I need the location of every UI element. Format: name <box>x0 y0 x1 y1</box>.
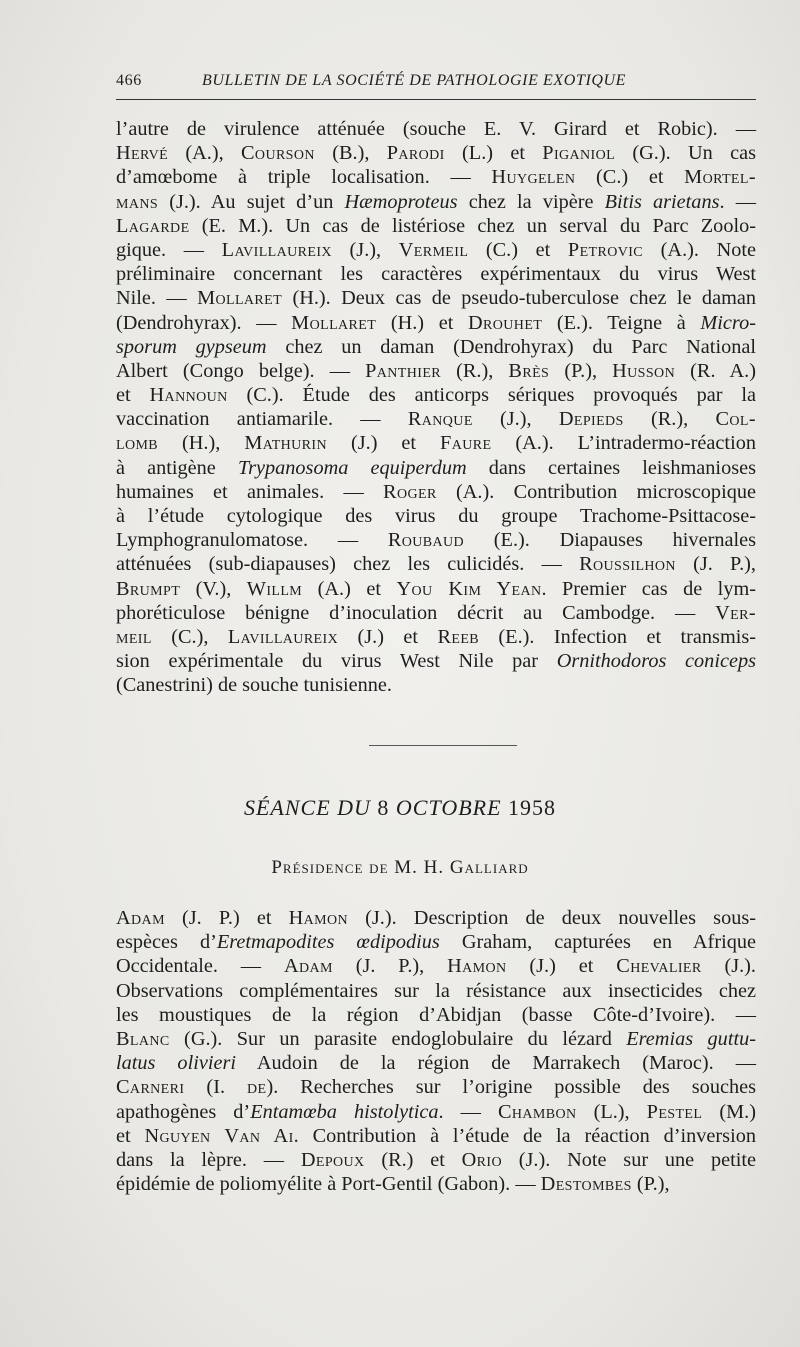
author-name: Carneri <box>116 1076 185 1099</box>
text-line <box>116 601 756 625</box>
text-run: à l’étude cytologique des virus du groupe Trachome-Psittacose- <box>116 505 756 527</box>
text-line <box>116 335 756 359</box>
author-name: Brès <box>508 359 550 382</box>
session-title <box>0 795 800 821</box>
text-run: préliminaire concernant les caractères expérimentaux du virus West <box>116 263 756 286</box>
author-name: Husson <box>612 359 676 382</box>
text-run: (R. A.) <box>675 359 756 382</box>
text-run: (C.). Étude des anticorps sériques provoqués par la <box>227 384 756 407</box>
text-run: Audoin de la région de Marrakech (Maroc). — <box>236 1052 757 1075</box>
text-run: (A.) et <box>302 577 397 600</box>
text-run: (J.) et <box>327 432 441 455</box>
author-name: Destombes <box>540 1173 632 1196</box>
text-run: (G.). Sur un parasite endoglobulaire du lézard <box>169 1027 627 1050</box>
taxon-name: Micro- <box>700 311 756 334</box>
text-run: (R.) et <box>364 1148 462 1171</box>
author-name: Nguyen Van Ai <box>144 1124 294 1147</box>
text-run: et <box>116 1124 145 1147</box>
text-line <box>116 504 756 528</box>
author-name: Depieds <box>558 408 624 431</box>
author-name: lomb <box>116 432 159 455</box>
text-run: (L.), <box>576 1100 647 1123</box>
text-run: . — <box>438 1100 498 1123</box>
taxon-name: Hæmoproteus <box>344 190 458 213</box>
text-run: ). Recherches sur l’origine possible des souches <box>266 1076 756 1099</box>
text-line <box>116 456 756 480</box>
text-line <box>116 906 756 930</box>
text-run: phoréticulose bénigne d’inoculation décrit au Cambodge. — <box>116 601 716 624</box>
text-run: l’autre de virulence atténuée (souche E. V. Girard et Robic). — <box>116 118 756 140</box>
text-run: (E.). Diapauses hivernales <box>464 529 757 552</box>
author-name: Chambon <box>497 1100 577 1123</box>
author-name: Huygelen <box>491 166 576 189</box>
text-run: (J.). <box>701 955 756 978</box>
text-run: (J. P.), <box>675 553 756 576</box>
taxon-name: Eretmapodites œdipodius <box>216 931 440 954</box>
text-line <box>116 359 756 383</box>
text-run: (Dendrohyrax). — <box>116 311 292 334</box>
text-line <box>116 286 756 310</box>
text-run: (A.), <box>168 142 241 165</box>
text-line <box>116 141 756 165</box>
text-run: et <box>116 384 150 407</box>
text-run: (H.), <box>158 432 245 455</box>
text-line <box>116 1100 756 1124</box>
text-run: (E.). Teigne à <box>542 311 701 334</box>
text-run: (E.). Infection et transmis- <box>479 625 757 648</box>
author-name: Lagarde <box>116 214 190 237</box>
text-run: Graham, capturées en Afrique <box>439 931 756 954</box>
text-run: (J.). Note sur une petite <box>502 1148 756 1171</box>
text-run: (M.) <box>702 1100 757 1123</box>
text-line <box>116 979 756 1003</box>
author-name: Ver- <box>715 601 756 624</box>
author-name: Ranque <box>407 408 473 431</box>
text-run: atténuées (sub-diapauses) chez les culicidés. — <box>116 553 580 576</box>
session-title-year: 1958 <box>508 795 557 820</box>
text-run: Observations complémentaires sur la résistance aux insecticides chez <box>116 979 756 1002</box>
author-name: Depoux <box>300 1148 365 1171</box>
text-run: (A.). Note <box>643 238 757 261</box>
author-name: Parodi <box>386 142 445 165</box>
text-run: (C.) et <box>575 166 685 189</box>
text-line <box>116 311 756 335</box>
author-name: Courson <box>241 142 315 165</box>
author-name: Mathurin <box>244 432 327 455</box>
minutes-paragraph-session <box>116 906 756 1196</box>
text-line <box>116 431 756 455</box>
text-run: (R.), <box>623 408 716 431</box>
text-line <box>116 552 756 576</box>
text-run: d’amœbome à triple localisation. — <box>116 166 492 189</box>
text-run: épidémie de poliomyélite à Port-Gentil (Gabon). — <box>116 1173 541 1196</box>
text-run: (Canestrini) de souche tunisienne. <box>116 674 392 697</box>
text-run: Albert (Congo belge). — <box>116 359 366 382</box>
text-run: dans la lèpre. — <box>116 1148 301 1171</box>
text-line <box>116 1003 756 1027</box>
text-line <box>116 262 756 286</box>
text-run: (J. P.) et <box>164 907 289 929</box>
taxon-name: sporum gypseum <box>116 335 267 358</box>
text-line <box>116 165 756 189</box>
text-line <box>116 577 756 601</box>
author-name: Drouhet <box>468 311 543 334</box>
text-line <box>116 1148 756 1172</box>
text-line <box>116 649 756 673</box>
author-name: Hamon <box>447 955 507 978</box>
text-run: (J.), <box>472 408 559 431</box>
author-name: Blanc <box>116 1027 170 1050</box>
text-line <box>116 190 756 214</box>
text-run: (H.). Deux cas de pseudo-tuberculose chez le daman <box>282 287 756 310</box>
text-line <box>116 407 756 431</box>
text-run: Occidentale. — <box>116 955 284 978</box>
taxon-name: Eremias guttu- <box>626 1027 756 1050</box>
text-run: . Premier cas de lym- <box>541 577 756 600</box>
author-name: Adam <box>283 955 333 978</box>
text-run: à antigène <box>116 456 238 479</box>
text-run: (A.). Contribution microscopique <box>436 480 756 503</box>
author-name: Panthier <box>365 359 442 382</box>
author-name: Adam <box>116 907 165 929</box>
text-run: (B.), <box>314 142 387 165</box>
running-title: BULLETIN DE LA SOCIÉTÉ DE PATHOLOGIE EXOTIQUE <box>202 72 627 89</box>
author-name: Lavillaureix <box>221 238 332 261</box>
header-rule <box>116 99 756 100</box>
author-name: Roger <box>383 480 437 503</box>
text-run: (A.). L’intradermo-réaction <box>491 432 756 455</box>
taxon-name: Bitis arietans <box>604 190 720 213</box>
author-name: Chevalier <box>616 955 702 978</box>
taxon-name: Ornithodoros coniceps <box>556 650 756 673</box>
author-name: Willm <box>246 577 303 600</box>
text-run: (J. P.), <box>332 955 448 978</box>
text-run: chez la vipère <box>457 190 605 213</box>
text-run: Nile. — <box>116 287 198 310</box>
text-run: sion expérimentale du virus West Nile par <box>116 650 557 673</box>
author-name: Brumpt <box>116 577 181 600</box>
text-run: (R.), <box>441 359 509 382</box>
text-run: espèces d’ <box>116 931 217 954</box>
text-run: (J.), <box>331 238 399 261</box>
author-name: Mollaret <box>291 311 377 334</box>
text-run: . — <box>719 190 756 213</box>
author-name: Reeb <box>437 625 480 648</box>
text-run: (L.) et <box>444 142 543 165</box>
text-run: (C.), <box>151 625 228 648</box>
author-name: Hamon <box>288 907 349 929</box>
text-line <box>116 1027 756 1051</box>
text-run: chez un daman (Dendrohyrax) du Parc National <box>266 335 756 358</box>
text-run: (I. <box>184 1076 247 1099</box>
text-line <box>116 214 756 238</box>
text-run: humaines et animales. — <box>116 480 384 503</box>
taxon-name: latus olivieri <box>116 1052 237 1075</box>
text-line <box>116 238 756 262</box>
author-name: meil <box>116 625 152 648</box>
text-run: Lymphogranulomatose. — <box>116 529 388 552</box>
text-run: gique. — <box>116 238 222 261</box>
text-line <box>116 1075 756 1099</box>
text-line <box>116 480 756 504</box>
author-name: Orio <box>461 1148 502 1171</box>
author-name: mans <box>116 190 159 213</box>
text-run: (J.). Au sujet d’un <box>158 190 345 213</box>
session-title-month: OCTOBRE <box>395 795 502 820</box>
text-run: les moustiques de la région d’Abidjan (basse Côte-d’Ivoire). — <box>116 1003 756 1026</box>
author-name: Roubaud <box>387 529 465 552</box>
author-name: Col- <box>715 408 756 431</box>
text-run: (C.) et <box>468 238 568 261</box>
text-run: . Contribution à l’étude de la réaction d’inversion <box>293 1124 756 1147</box>
text-run: (H.) et <box>376 311 468 334</box>
text-run: (V.), <box>180 577 247 600</box>
author-name: Hannoun <box>149 384 228 407</box>
text-run: (J.) et <box>338 625 438 648</box>
author-name: Piganiol <box>542 142 616 165</box>
taxon-name: Entamœba histolytica <box>250 1100 439 1123</box>
author-name: Mollaret <box>197 287 283 310</box>
author-name: You Kim Yean <box>396 577 542 600</box>
author-name: de <box>247 1076 267 1099</box>
text-line <box>116 383 756 407</box>
text-line <box>116 1172 756 1196</box>
session-title-day: 8 <box>377 795 390 820</box>
author-name: Hervé <box>116 142 169 165</box>
text-run: (J.) et <box>506 955 617 978</box>
author-name: Faure <box>440 432 492 455</box>
text-run: (P.), <box>549 359 613 382</box>
text-run: vaccination antiamarile. — <box>116 408 408 431</box>
text-line <box>116 1124 756 1148</box>
author-name: Pestel <box>646 1100 703 1123</box>
page-header <box>116 72 756 96</box>
text-line <box>116 673 756 697</box>
author-name: Petrovic <box>567 238 644 261</box>
session-presidency: Présidence de M. H. Galliard <box>271 857 529 878</box>
text-run: apathogènes d’ <box>116 1100 251 1123</box>
minutes-paragraph-previous <box>116 117 756 698</box>
author-name: Mortel- <box>684 166 756 189</box>
session-title-prefix: SÉANCE DU <box>243 795 371 820</box>
section-divider <box>369 745 517 746</box>
text-run: (E. M.). Un cas de listériose chez un serval du Parc Zoolo- <box>189 214 756 237</box>
taxon-name: Trypanosoma equiperdum <box>237 456 467 479</box>
text-line <box>116 528 756 552</box>
text-run: (P.), <box>631 1173 670 1196</box>
author-name: Lavillaureix <box>227 625 339 648</box>
text-line <box>116 625 756 649</box>
author-name: Roussilhon <box>579 553 676 576</box>
text-run: dans certaines leishmanioses <box>466 456 756 479</box>
page-number: 466 <box>116 72 142 89</box>
text-line <box>116 1051 756 1075</box>
author-name: Vermeil <box>398 238 469 261</box>
text-run: (J.). Description de deux nouvelles sous- <box>348 907 756 929</box>
text-line <box>116 117 756 141</box>
text-run: (G.). Un cas <box>615 142 756 165</box>
text-line <box>116 954 756 978</box>
text-line <box>116 930 756 954</box>
